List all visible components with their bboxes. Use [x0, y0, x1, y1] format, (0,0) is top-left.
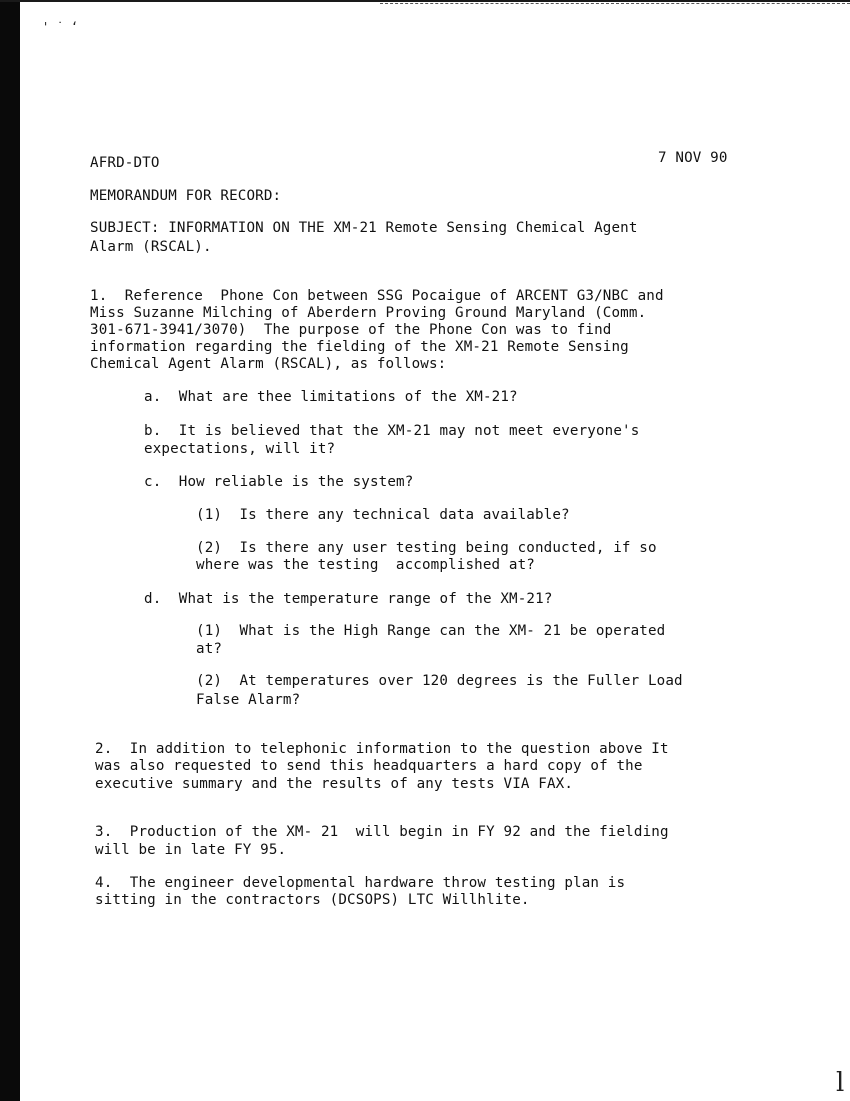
subject-line-2: Alarm (RSCAL).: [90, 239, 212, 255]
para2-line: 2. In addition to telephonic information to the question above It: [95, 741, 669, 757]
item-c: c. How reliable is the system?: [144, 474, 414, 490]
para1-line: 1. Reference Phone Con between SSG Pocaigue of ARCENT G3/NBC and: [90, 288, 664, 304]
office-symbol: AFRD-DTO: [90, 155, 160, 171]
para4-line: 4. The engineer developmental hardware throw testing plan is: [95, 875, 626, 891]
memo-date: 7 NOV 90: [658, 150, 728, 166]
memo-title: MEMORANDUM FOR RECORD:: [90, 188, 282, 204]
item-d-2-line-2: False Alarm?: [196, 692, 301, 708]
item-c-2-line-2: where was the testing accomplished at?: [196, 557, 535, 573]
item-a: a. What are thee limitations of the XM-21?: [144, 389, 518, 405]
para2-line: was also requested to send this headquarters a hard copy of the: [95, 758, 643, 774]
item-d: d. What is the temperature range of the XM-21?: [144, 591, 553, 607]
para1-line: Chemical Agent Alarm (RSCAL), as follows:: [90, 356, 447, 372]
para1-line: Miss Suzanne Milching of Aberdern Proving Ground Maryland (Comm.: [90, 305, 647, 321]
item-d-2-line-1: (2) At temperatures over 120 degrees is the Fuller Load: [196, 673, 683, 689]
scan-top-dashed-line: [380, 3, 850, 5]
para2-line: executive summary and the results of any tests VIA FAX.: [95, 776, 574, 792]
para3-line: will be in late FY 95.: [95, 842, 287, 858]
scan-specks: ' ˙ ʻ: [42, 20, 79, 34]
subject-line-1: SUBJECT: INFORMATION ON THE XM-21 Remote Sensing Chemical Agent: [90, 220, 638, 236]
scan-left-edge: [0, 0, 20, 1101]
para3-line: 3. Production of the XM- 21 will begin in FY 92 and the fielding: [95, 824, 669, 840]
item-d-1-line-1: (1) What is the High Range can the XM- 21 be operated: [196, 623, 666, 639]
item-b-line-1: b. It is believed that the XM-21 may not meet everyone's: [144, 423, 640, 439]
item-d-1-line-2: at?: [196, 641, 223, 657]
para4-line: sitting in the contractors (DCSOPS) LTC Willhlite.: [95, 892, 530, 908]
item-c-1: (1) Is there any technical data available?: [196, 507, 570, 523]
para1-line: information regarding the fielding of the XM-21 Remote Sensing: [90, 339, 629, 355]
corner-handwritten-mark: l: [836, 1068, 845, 1098]
item-b-line-2: expectations, will it?: [144, 441, 336, 457]
para1-line: 301-671-3941/3070) The purpose of the Phone Con was to find: [90, 322, 612, 338]
item-c-2-line-1: (2) Is there any user testing being conducted, if so: [196, 540, 657, 556]
